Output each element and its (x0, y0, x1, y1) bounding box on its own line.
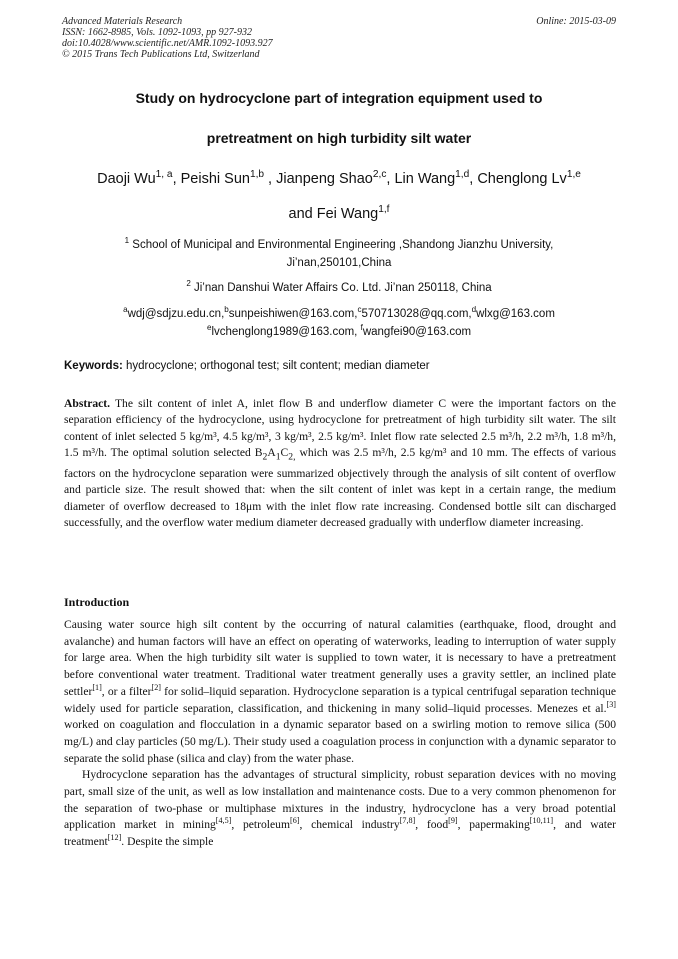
keywords-text: hydrocyclone; orthogonal test; silt content; median diameter (122, 360, 430, 372)
keywords-label: Keywords: (64, 360, 123, 372)
citation[interactable]: [1] (92, 682, 102, 692)
copyright-line: © 2015 Trans Tech Publications Ltd, Switzerland (62, 49, 260, 60)
email-link[interactable]: sunpeishiwen@163.com, (228, 308, 358, 320)
introduction-body (64, 617, 616, 851)
email-link[interactable]: lvchenglong1989@163.com, (211, 326, 361, 338)
citation[interactable]: [12] (107, 833, 122, 843)
abstract: Abstract. The silt content of inlet A, inlet flow B and underflow diameter C were the important factors on the separation efficiency of the hydrocyclone, using hydrocyclone for pretreatment of high turbidity silt water. The silt content of inlet selected 5 kg/m³, 4.5 kg/m³, 3 kg/m³, 2.5 kg/m³. Inlet flow rate selected 2.5 m³/h, 2.2 m³/h, 1.8 m³/h, 1.5 m³/h. The optimal solution selected $B_2A_1C_{2,}$ which was 2.5 m³/h, 2.5 kg/m³ and 10 mm. The effects of various factors on the hydrocyclone separation were summarized objectively through the analysis of silt content of overflow and particle size. The result showed that: when the silt content of inlet was kept in a certain range, the medium diameter of overflow decreased to 18μm with the inlet flow rate increasing. Condensed bottle silt can discharged successfully, and the overflow water medium diameter decreased gradually with underflow diameter increasing. (64, 397, 616, 530)
email-link[interactable]: wangfei90@163.com (362, 326, 472, 338)
citation[interactable]: [4,5] (215, 816, 232, 826)
author: Lin Wang$^{1,d}$ (394, 169, 470, 187)
keywords (64, 360, 616, 372)
email-list: $^a$wdj@sdjzu.edu.cn,$^b$sunpeishiwen@163.com,$^c$570713028@qq.com,$^d$wlxg@163.com $^e$lvchenglong1989@163.com, $^f$wangfei90@163.com (123, 305, 555, 338)
title-line-2: pretreatment on high turbidity silt water (206, 130, 472, 146)
affiliation-1: $^1$ School of Municipal and Environmental Engineering ,Shandong Jianzhu University, Ji’nan,250101,China (124, 236, 554, 269)
title-line-1: Study on hydrocyclone part of integration equipment used to (135, 90, 543, 106)
author: Daoji Wu$^{1, a}$ (97, 169, 173, 187)
author: Peishi Sun$^{1,b}$ (180, 169, 265, 187)
abstract-label: Abstract. (64, 397, 111, 410)
paper-title (40, 88, 638, 148)
affiliation-2: $^2$ Ji’nan Danshui Water Affairs Co. Ltd. Ji’nan 250118, China (186, 279, 492, 294)
citation[interactable]: [6] (290, 816, 300, 826)
issn-line: ISSN: 1662-8985, Vols. 1092-1093, pp 927-932 (62, 27, 252, 38)
online-date: Online: 2015-03-09 (536, 16, 616, 27)
journal-name: Advanced Materials Research (62, 16, 183, 27)
citation[interactable]: [10,11] (529, 816, 554, 826)
doi-line: doi:10.4028/www.scientific.net/AMR.1092-1093.927 (62, 38, 273, 49)
section-heading-introduction: Introduction (64, 595, 130, 609)
citation[interactable]: [2] (151, 682, 162, 692)
citation[interactable]: [9] (448, 816, 458, 826)
email-link[interactable]: 570713028@qq.com, (361, 308, 472, 320)
citation[interactable]: [3] (606, 699, 616, 709)
paragraph: Causing water source high silt content by the occurring of natural calamities (earthquake, flood, drought and avalanche) and human factors will have an effect on operating of waterworks, leading to interruption of water supply for large area. When the high turbidity silt water is supplied to town water, it is necessary to have a pretreatment before conventional water treatment. Traditional water treatment generally uses a gravity settler, an inclined plate settler[1], or a filter[2] for solid–liquid separation. Hydrocyclone separation is a typical centrifugal separation technique widely used for particle separation, classification, and thickening in many solid–liquid processes. Menezes et al.[3] worked on coagulation and flocculation in a dynamic separator based on a swirling motion to remove silica (500 mg/L) and clay particles (50 mg/L). Their study used a coagulation process in conjunction with a dynamic separator to separate the solid phase (silica and clay) from the water phase. (64, 618, 616, 765)
email-link[interactable]: wlxg@163.com (476, 308, 555, 320)
author: Jianpeng Shao$^{2,c}$ (276, 169, 387, 187)
author-list: Daoji Wu$^{1, a}$, Peishi Sun$^{1,b}$ , Jianpeng Shao$^{2,c}$, Lin Wang$^{1,d}$, Chenglong Lv$^{1,e}$ and Fei Wang$^{1,f}$ (40, 168, 638, 225)
author: and Fei Wang$^{1,f}$ (288, 204, 390, 222)
paragraph: Hydrocyclone separation has the advantages of structural simplicity, robust separation devices with no moving part, small size of the unit, as well as low installation and maintenance costs. Due to a very common phenomenon for the separation of two-phase or multiphase mixtures in the industry, hydrocyclone has a very broad potential application market in mining[4,5], petroleum[6], chemical industry[7,8], food[9], papermaking[10,11], and water treatment[12]. Despite the simple (64, 768, 617, 849)
journal-info (62, 16, 273, 60)
author: Chenglong Lv$^{1,e}$ (477, 169, 581, 187)
email-link[interactable]: wdj@sdjzu.edu.cn, (127, 308, 225, 320)
citation[interactable]: [7,8] (399, 816, 416, 826)
